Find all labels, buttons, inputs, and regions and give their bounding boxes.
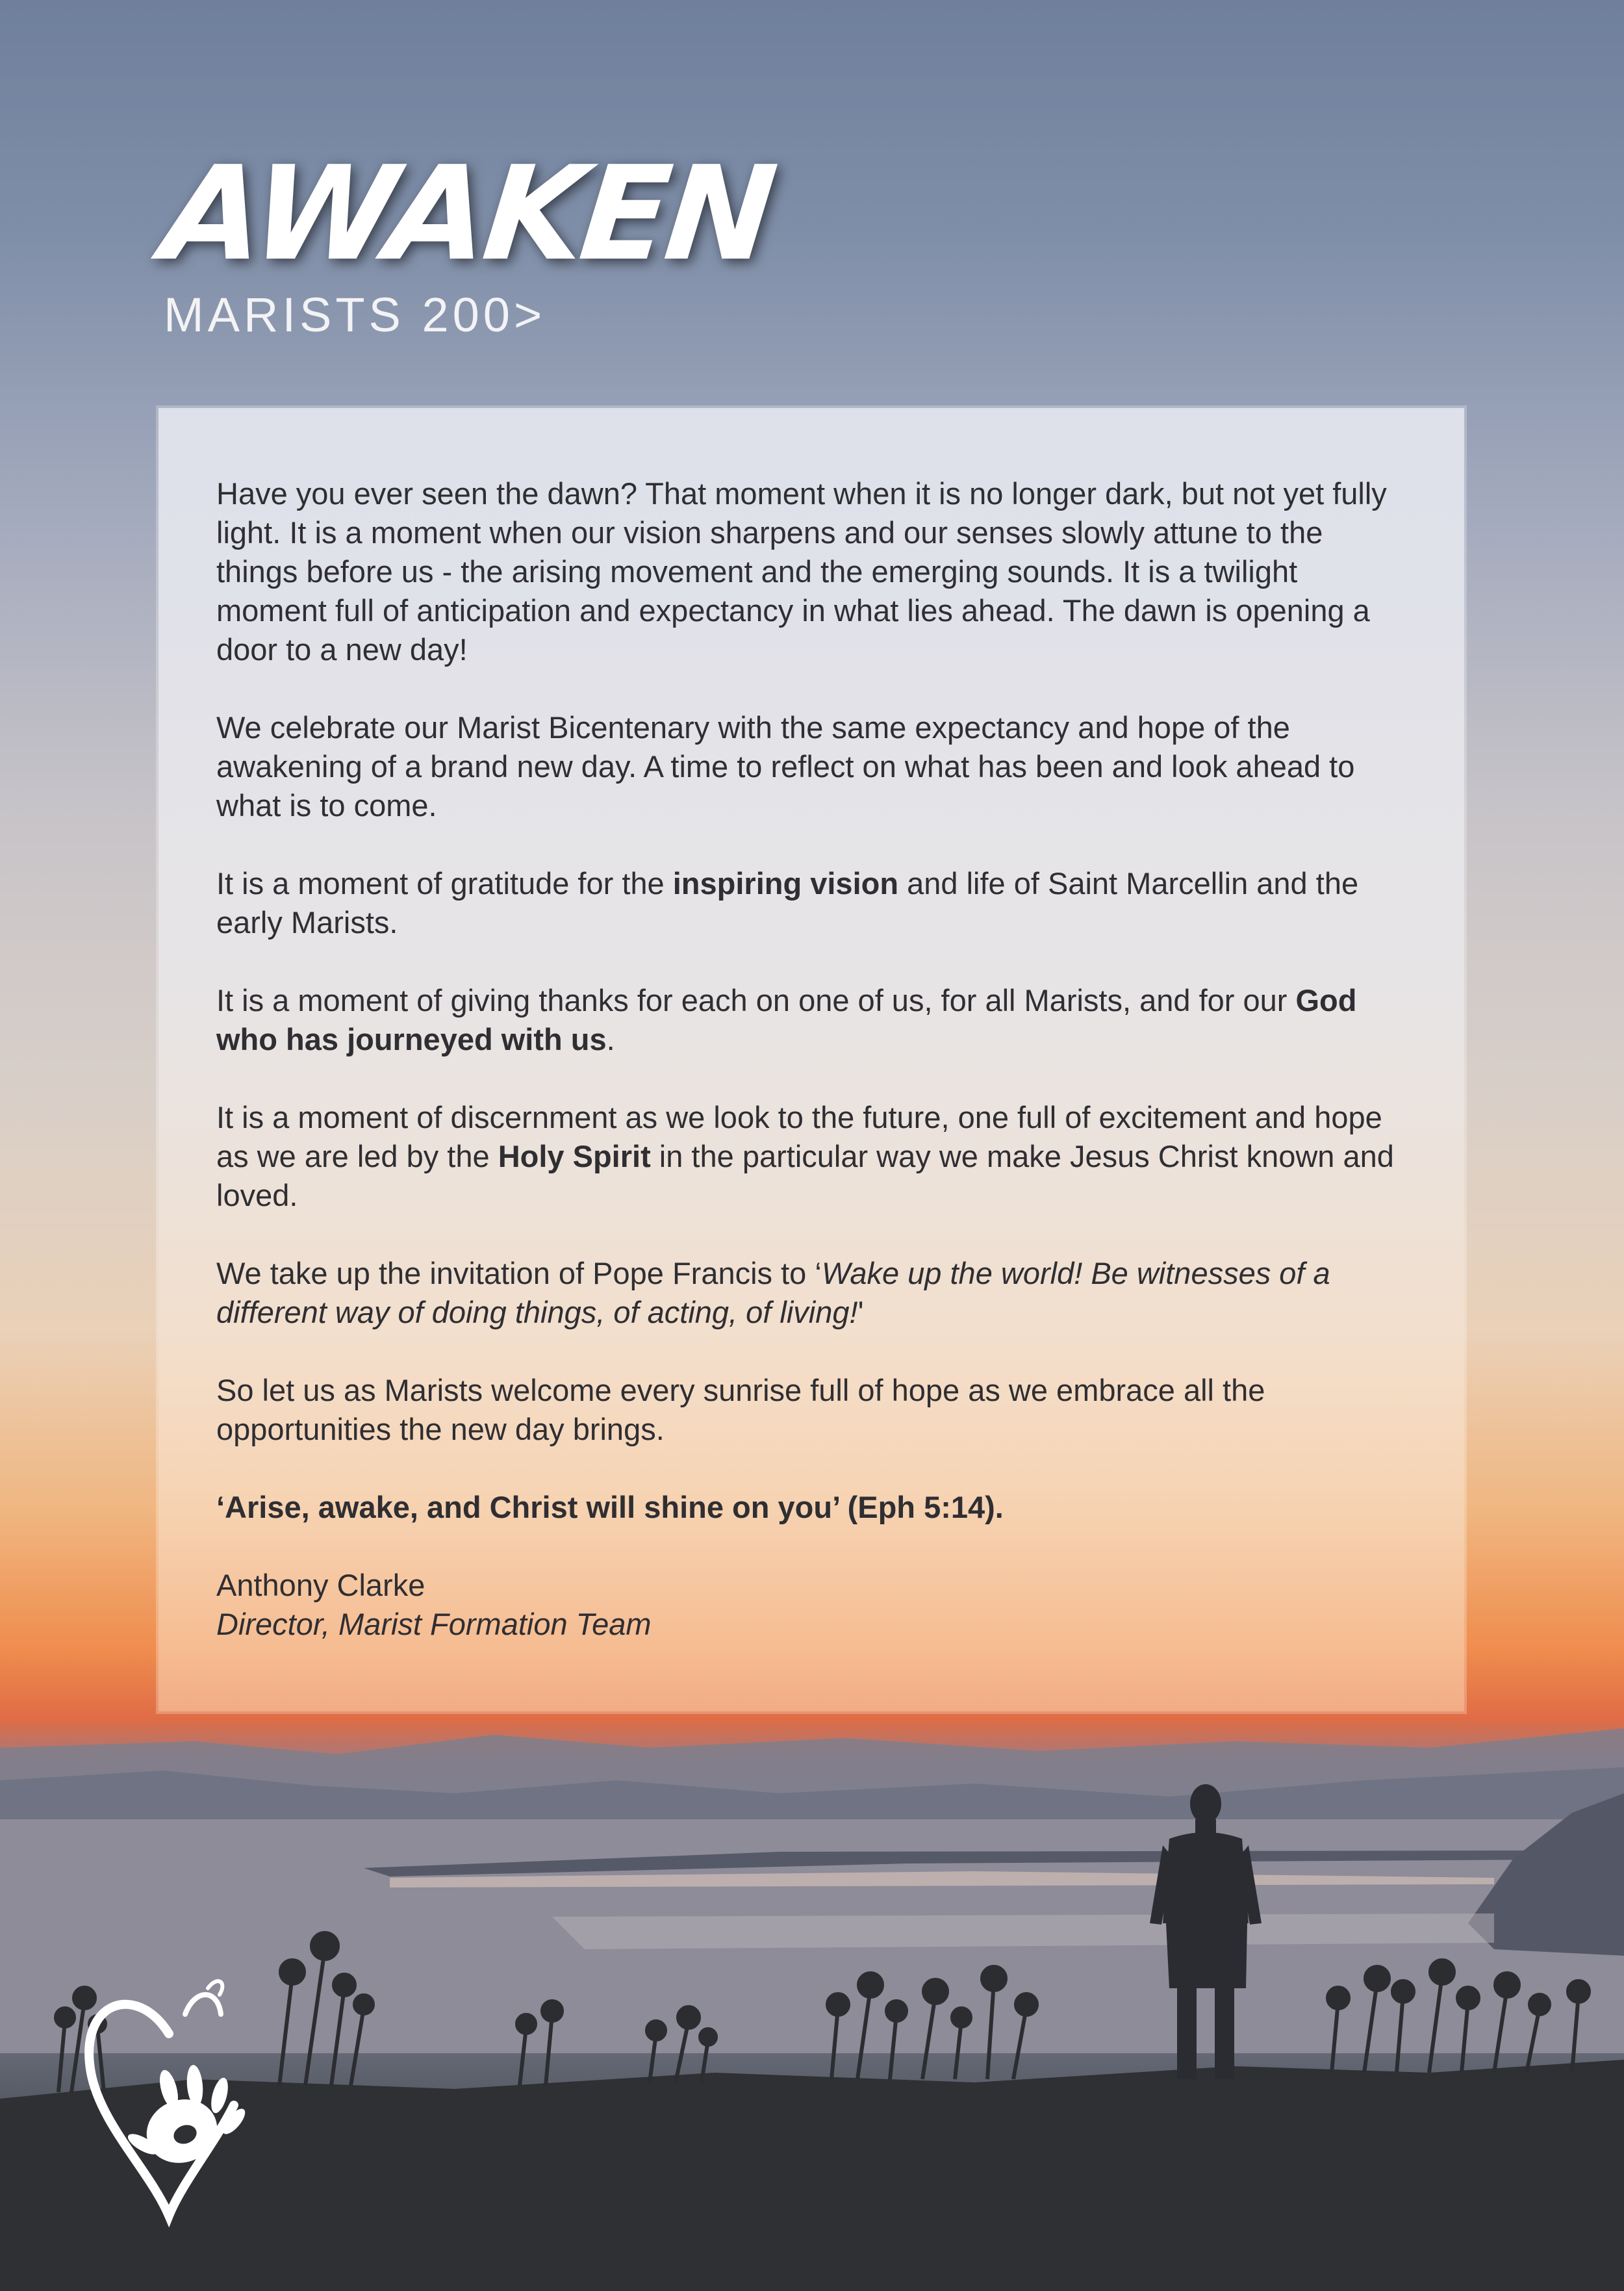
pope-quote: Wake up the world! Be witnesses of a different way of doing things, of acting, of living!	[216, 1256, 1330, 1329]
paragraph-sunrise: So let us as Marists welcome every sunrise full of hope as we embrace all the opportunities the new day brings.	[216, 1373, 1265, 1446]
signature-role: Director, Marist Formation Team	[216, 1607, 652, 1641]
paragraph-pope-francis: We take up the invitation of Pope Francis to ‘Wake up the world! Be witnesses of a different way of doing things, of acting, of living!'	[216, 1256, 1330, 1329]
paragraph-discernment: It is a moment of discernment as we look to the future, one full of excitement and hope as we are led by the Holy Spirit in the particular way we make Jesus Christ known and loved.	[216, 1100, 1394, 1212]
scripture-quote: ‘Arise, awake, and Christ will shine on you’ (Eph 5:14).	[216, 1490, 1004, 1524]
signature-name: Anthony Clarke	[216, 1568, 425, 1602]
emphasis-inspiring-vision: inspiring vision	[672, 866, 899, 901]
emphasis-god: God who has journeyed with us	[216, 983, 1357, 1056]
paragraph-gratitude: It is a moment of gratitude for the inspiring vision and life of Saint Marcellin and the early Marists.	[216, 866, 1359, 940]
awaken-logo-title: AWAKEN	[155, 138, 780, 290]
heart-handprint-icon	[71, 1975, 292, 2229]
paragraph-thanks: It is a moment of giving thanks for each on one of us, for all Marists, and for our God who has journeyed with us.	[216, 983, 1357, 1056]
marists-200-subtitle: MARISTS 200>	[164, 288, 546, 342]
brand-logo	[155, 138, 780, 342]
paragraph-bicentenary: We celebrate our Marist Bicentenary with the same expectancy and hope of the awakening of a brand new day. A time to reflect on what has been and look ahead to what is to come.	[216, 710, 1355, 823]
paragraph-dawn: Have you ever seen the dawn? That moment when it is no longer dark, but not yet fully light. It is a moment when our vision sharpens and our senses slowly attune to the things before us - the arising movement and the emerging sounds. It is a twilight moment full of anticipation and expectancy in what lies ahead. The dawn is opening a door to a new day!	[216, 476, 1387, 667]
emphasis-holy-spirit: Holy Spirit	[498, 1139, 651, 1173]
letter-body	[216, 474, 1412, 1644]
